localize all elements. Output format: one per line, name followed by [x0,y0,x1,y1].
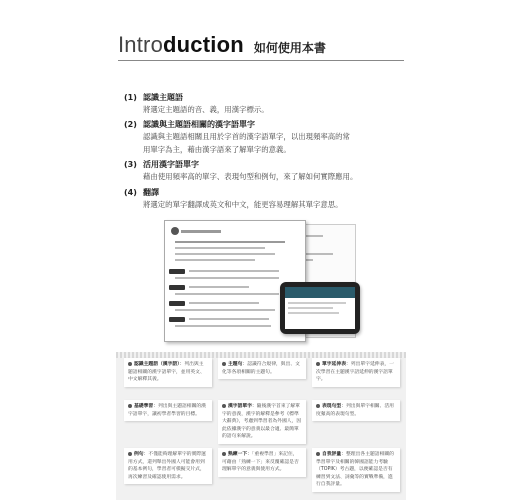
step-item [124,187,414,211]
callout-card: 主題句：認識符合規律，與出、文化等各項相關的主題句。 [218,358,306,379]
callout-card: 基礎學習：列出與主題語相關的漢字語單字，讓初學者學習的目標。 [124,400,212,421]
step-title: 翻譯 [143,187,159,197]
step-body-line: 藉由使用頻率高的單字、表現句型和例句，來了解如何實際應用。 [143,172,358,182]
step-number: (3) [124,160,137,170]
step-body-line: 將選定主題語的音、義，用漢字標示。 [143,105,269,114]
step-number: (1) [124,93,137,102]
callout-card: 表現句型：列出與單字相關、活用度頻高的表現句型。 [312,400,400,421]
callout-card: 自我評量：整理出各主題語相關的學習單字及相關的韓國語能力考驗（TOPIK）考古題，以便確認是否有練習到文法、詞彙等的實戰準備，進行自我評量。 [312,448,400,492]
step-item [124,92,414,116]
step-title: 活用漢字語單字 [143,160,199,170]
step-body-line: 將選定的單字翻譯成英文和中文，能更容易理解其單字意思。 [143,199,343,209]
callout-card: 漢字語單字：隨後漢字首來了解單字的意義，漢字的解釋是參考《標準大辭典》，考慮到學習者為外國人，因此依據漢字的意義以最合適、最簡單的語句來解說。 [218,400,306,444]
book-illustration [164,220,374,356]
step-item [124,159,414,183]
tablet-mockup [280,282,360,334]
step-number: (4) [124,187,137,197]
step-number: (2) [124,120,137,130]
title-divider [118,60,404,61]
step-body-line: 用單字為主，藉由漢字語來了解單字的意義。 [143,144,291,154]
page-title [118,32,326,58]
callout-card: 認識主題語（漢字語）：列出與主題語相關的漢字語單字，並用英文、中文解釋其義。 [124,358,212,387]
step-item [124,119,414,156]
step-title: 認識主題語 [143,93,183,102]
step-title: 認識與主題語相關的漢字語單字 [143,120,255,130]
title-english-part1: Intro [118,32,164,57]
step-body-line: 認識與主題語相關且用於字首的漢字語單字，以出現頻率高的常 [143,132,350,142]
title-chinese: 如何使用本書 [253,41,326,55]
callout-card: 熟練一下：「重複學習」來記住，可藉由「熟練一下」來反覆確認是否理解單字的意義與使用方式。 [218,448,306,477]
title-english-part2: duction [163,32,244,57]
callout-card: 單字延伸表：列出單字延伸表，一次學習在主題漢字語延伸的漢字語單字。 [312,358,400,387]
steps-list [124,92,414,214]
callout-card: 例句：不僅能夠理解單字的實際運用方式，還列舉出外國人可能會用到的基本例句，學習者可模擬交片式，再次練習及確認使用需求。 [124,448,212,484]
